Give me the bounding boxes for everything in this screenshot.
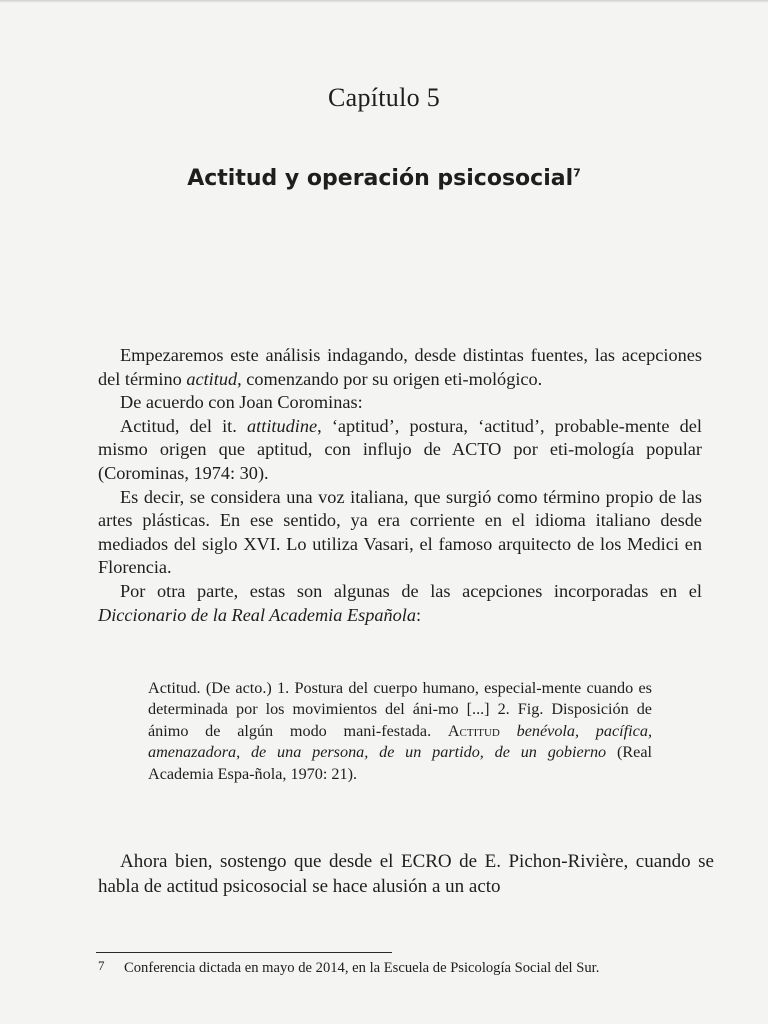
paragraph-5-emphasis: Diccionario de la Real Academia Española [98,604,417,625]
paragraph-5-text: Por otra parte, estas son algunas de las acepciones incorporadas en el [120,580,702,601]
paragraph-3-text-end: , ‘aptitud’, postura, ‘actitud’, probable-mente del mismo origen que aptitud, con influjo de ACTO por eti-mología popular (Corominas, 1974: 30). [98,415,702,483]
paragraph-5 [98,580,702,627]
paragraph-1-text-end: , comenzando por su origen eti-mológico. [237,368,543,389]
paragraph-3-text: Actitud, del it. [120,415,248,436]
paragraph-1-emphasis: actitud [186,368,238,389]
paragraph-2: De acuerdo con Joan Corominas: [120,392,363,413]
page-top-edge [0,0,768,3]
footnote-number: 7 [98,958,105,973]
paragraph-1 [98,344,702,391]
paragraph-4: Es decir, se considera una voz italiana, que surgió como término propio de las artes plásticas. En ese sentido, ya era corriente en el idioma italiano desde mediados del siglo XVI. Lo utiliza Vasari, el famoso arquitecto de los Medici en Florencia. [98,486,702,578]
footnote-ref: 7 [573,166,581,180]
quote-text: Actitud. (De acto.) 1. Postura del cuerpo humano, especial-mente cuando es determinada por los movimientos del áni-mo [...] 2. Fig. Disposición de ánimo de algún modo mani-festada. [148,679,652,740]
paragraph-1-text: Empezaremos este análisis indagando, desde distintas fuentes, las acepciones del término [98,345,702,389]
chapter-title-text: Actitud y operación psicosocial [187,166,574,191]
footnote-text: Conferencia dictada en mayo de 2014, en la Escuela de Psicología Social del Sur. [124,960,600,976]
chapter-label: Capítulo 5 [327,83,441,112]
footnote [98,956,728,978]
quote-text-end: (Real Academia Espa-ñola, 1970: 21). [148,743,652,783]
quote-smallcaps: Actitud [447,721,500,740]
paragraph-5-text-end: : [416,604,422,625]
quote-paragraph [148,678,652,785]
closing-paragraph [98,850,714,899]
closing-text: Ahora bien, sostengo que desde el ECRO de E. Pichon-Rivière, cuando se habla de actitud psicosocial se hace alusión a un acto [98,851,714,897]
paragraph-3 [98,415,702,486]
chapter-title [0,166,768,191]
paragraph-3-emphasis: attitudine [247,415,318,436]
block-quote [148,678,652,785]
quote-emphasis: benévola, pacífica, amenazadora, de una persona, de un partido, de un gobierno [148,721,652,762]
body-text [98,344,702,627]
footnote-rule [96,952,392,953]
